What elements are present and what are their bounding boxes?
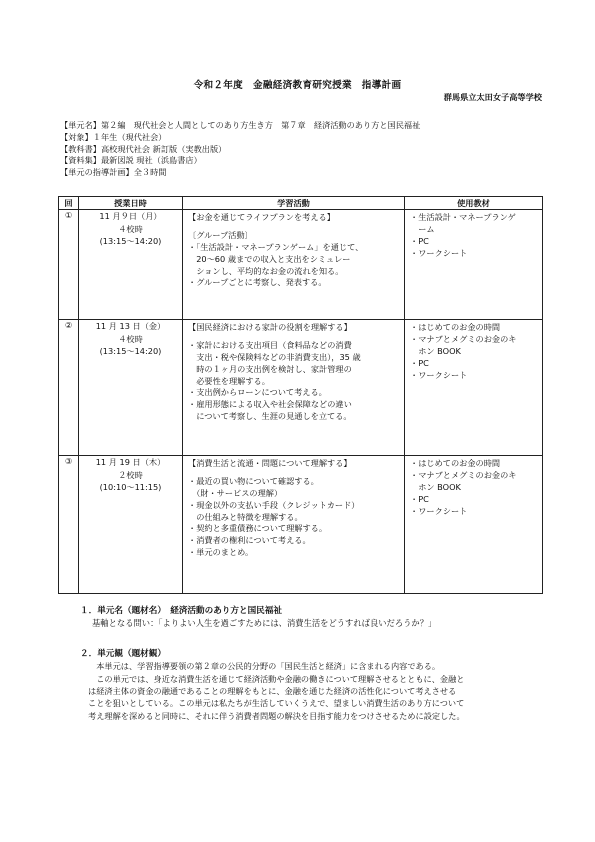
activity-heading: 【国民経済における家計の役割を理解する】 [188,322,352,332]
body-line: 本単元は、学習指導要領の第２章の公民的分野の「国民生活と経済」に含まれる内容である。 [88,661,441,672]
activity-line: 支出・税や保険料などの非消費支出），35 歳 [188,351,361,362]
section-body [80,660,550,721]
date-time: (10:10～11:15) [99,482,162,493]
date-time: (13:15～14:20) [99,236,162,247]
lesson-number: ② [59,320,79,456]
date-day: 11 月 13 日（金） [95,321,166,331]
lesson-date [79,456,183,594]
material-item: ・はじめてのお金の時間 [410,322,501,332]
activity-heading: 【消費生活と流通・問題について理解する】 [188,458,352,468]
date-period: ２校時 [118,469,143,480]
school-name: 群馬県立太田女子高等学校 [443,92,542,102]
section-heading: １．単元名（題材名） 経済活動のあり方と国民福祉 [80,606,282,616]
material-item: ・ワークシート [410,247,468,258]
lesson-activities [183,456,405,594]
activity-line: ・グループごとに考察し、発表する。 [188,277,327,288]
header-date: 授業日時 [79,197,183,210]
date-period: ４校時 [118,223,143,234]
date-period: ４校時 [118,333,143,344]
lesson-number: ① [59,210,79,320]
guiding-question: 基軸となる問い：「よりよい人生を過ごすためには、消費生活をどうすれば良いだろうか？」 [92,618,437,629]
activity-line: 必要性を理解する。 [188,375,270,386]
activity-line: ・単元のまとめ。 [188,547,254,558]
unit-info [60,120,550,179]
lesson-date [79,210,183,320]
activity-heading: 【お金を通じてライフプランを考える】 [188,212,335,222]
activity-line: 〔グループ活動〕 [188,229,253,240]
page-title: 令和２年度 金融経済教育研究授業 指導計画 [193,80,402,91]
material-item: ・PC [410,493,429,504]
material-item: ・PC [410,357,429,368]
unit-plan: 【単元の指導計画】全３時間 [60,167,167,178]
body-line: ことを狙いとしている。この単元は私たちが生活していくうえで、望ましい消費生活のあり方について [88,698,465,709]
table-row [59,210,543,320]
material-item: ・ワークシート [410,505,468,516]
material-item: ホン BOOK [410,345,461,356]
activity-line: ・現金以外の支払い手段（クレジットカード） [188,499,360,510]
header-number: 回 [59,197,79,210]
material-item: ・マナブとメグミのお金のキ [410,469,517,480]
body-line: この単元では、身近な消費生活を通じて経済活動や金融の働きについて理解させるとともに、金融と [88,673,465,684]
activity-line: ・支出例からローンについて考える。 [188,387,327,398]
activity-line: ・家計における支出項目（食料品などの消費 [188,339,352,350]
lesson-materials [405,210,543,320]
header-activity: 学習活動 [183,197,405,210]
material-item: ・ワークシート [410,369,468,380]
unit-name: 【単元名】第２編 現代社会と人間としてのあり方生き方 第７章 経済活動のあり方と国民福祉 [60,120,421,130]
body-line: は経済主体の資金の融通であることの理解をもとに、金融を通じた経済の活性化について考えさせる [88,686,457,697]
section-unit-name [80,605,550,629]
lesson-plan-table [58,196,543,594]
date-day: 11 月 19 日（木） [95,457,166,467]
lesson-activities [183,210,405,320]
activity-line: ・契約と多重債務について理解する。 [188,523,328,534]
activity-line: ・最近の買い物について確認する。 [188,475,319,486]
activity-line: の仕組みと特徴を理解する。 [188,511,303,522]
material-item: ーム [410,223,435,234]
lesson-date [79,320,183,456]
activity-line: ・「生活設計・マネープランゲーム」を通じて、 [188,241,364,252]
table-row [59,456,543,594]
table-header-row [59,197,543,210]
activity-line: 20～60 歳までの収入と支出をシミュレー [188,253,351,264]
header-materials: 使用教材 [405,197,543,210]
material-item: ・生活設計・マネープランゲ [410,212,516,222]
activity-line: ・消費者の権利について考える。 [188,535,311,546]
date-time: (13:15～14:20) [99,346,162,357]
material-item: ・PC [410,235,429,246]
material-item: ホン BOOK [410,481,461,492]
unit-reference: 【資料集】最新図説 現社（浜島書店） [60,155,202,166]
material-item: ・マナブとメグミのお金のキ [410,333,517,344]
activity-line: ・雇用形態による収入や社会保障などの違い [188,399,352,410]
activity-line: 時の１ヶ月の支出例を検討し、家計管理の [188,363,352,374]
activity-line: （財・サービスの理解） [188,487,283,498]
unit-textbook: 【教科書】高校現代社会 新訂版（実教出版） [60,143,227,154]
section-unit-view [80,648,550,722]
lesson-materials [405,320,543,456]
material-item: ・はじめてのお金の時間 [410,458,501,468]
body-line: 考え理解を深めると同時に、それに伴う消費者問題の解決を目指す能力をつけさせるために設定した。 [88,710,465,721]
lesson-activities [183,320,405,456]
activity-line: について考察し、生涯の見通しを立てる。 [188,411,352,422]
activity-line: ションし、平均的なお金の流れを知る。 [188,265,344,276]
table-row [59,320,543,456]
lesson-materials [405,456,543,594]
unit-target: 【対象】１年生（現代社会） [60,131,167,142]
date-day: 11 月９日（月） [99,211,162,221]
section-heading: ２．単元観（題材観） [80,649,166,659]
lesson-number: ③ [59,456,79,594]
